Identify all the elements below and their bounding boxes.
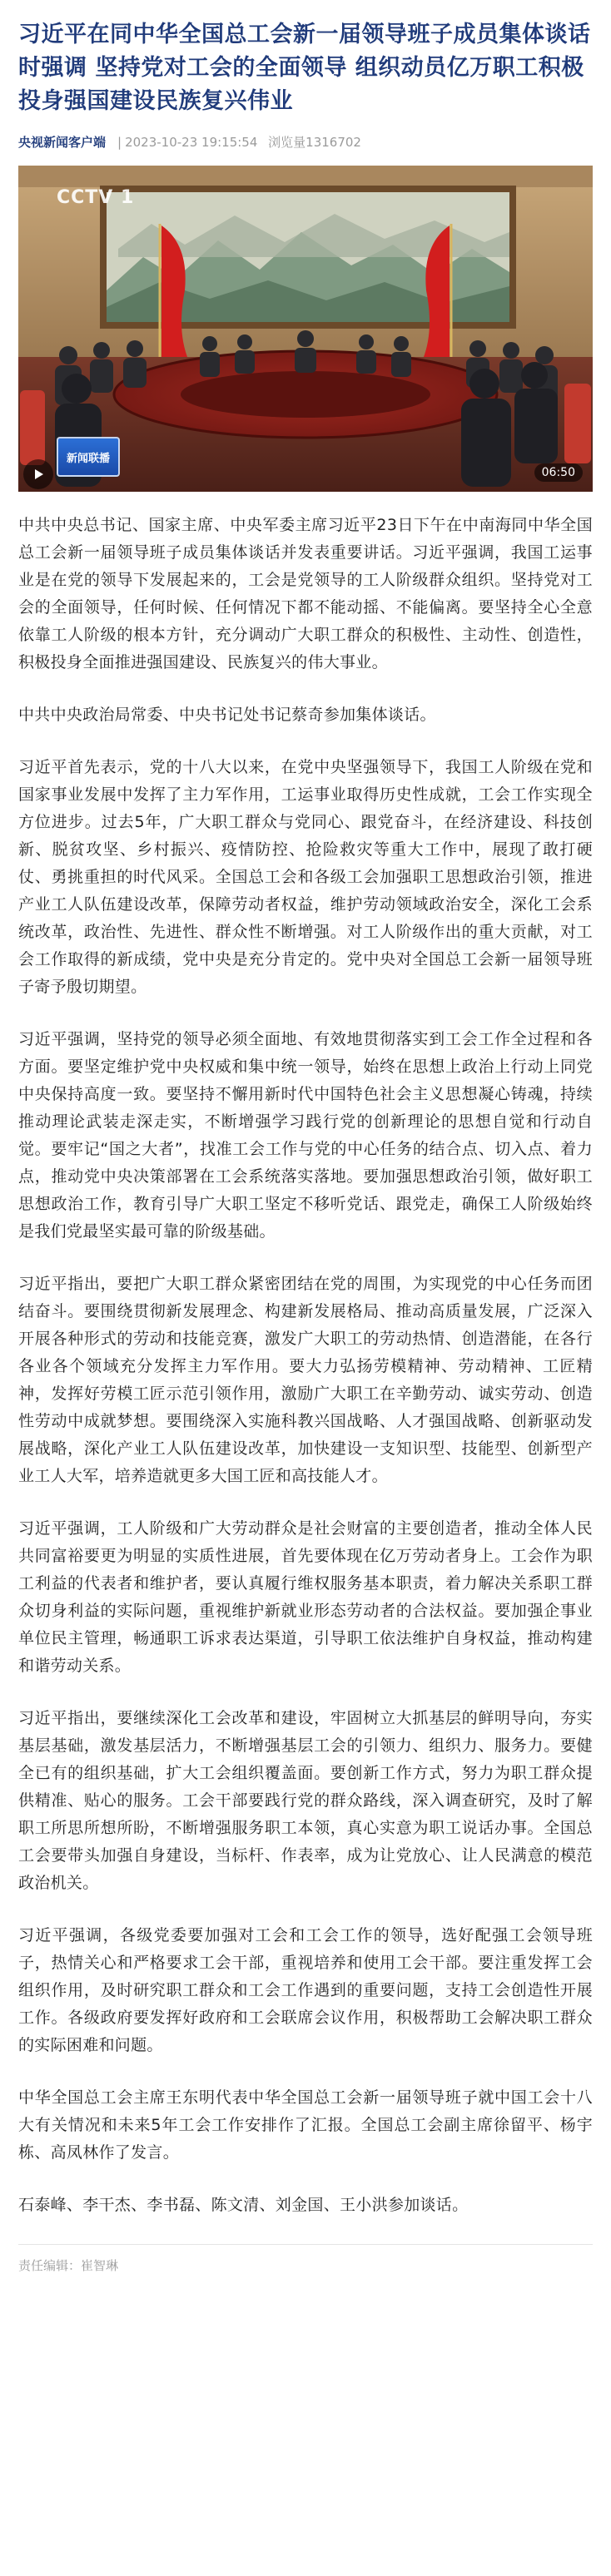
article-paragraph: 习近平强调，工人阶级和广大劳动群众是社会财富的主要创造者，推动全体人民共同富裕要更为明显的实质性进展，首先要体现在亿万劳动者身上。工会作为职工利益的代表者和维护者，要认真履行维权服务基本职责，着力解决关系职工群众切身利益的实际问题，重视维护新就业形态劳动者的合法权益。要加强企事业单位民主管理，畅通职工诉求表达渠道，引导职工依法维护自身权益，推动构建和谐劳动关系。 bbox=[18, 1519, 593, 1675]
article-paragraph: 石泰峰、李干杰、李书磊、陈文清、刘金国、王小洪参加谈话。 bbox=[18, 2196, 469, 2214]
article-meta bbox=[0, 118, 611, 166]
publish-date: 2023-10-23 19:15:54 bbox=[125, 135, 258, 150]
play-icon bbox=[32, 468, 45, 481]
article-paragraph: 中共中央政治局常委、中央书记处书记蔡奇参加集体谈话。 bbox=[18, 706, 436, 724]
responsible-editor: 责任编辑：崔智琳 bbox=[18, 2244, 593, 2287]
article-paragraph: 中共中央总书记、国家主席、中央军委主席习近平23日下午在中南海同中华全国总工会新一届领导班子成员集体谈话并发表重要讲话。习近平强调，我国工运事业是在党的领导下发展起来的，工会是党领导的工人阶级群众组织。坚持党对工会的全面领导，任何时候、任何情况下都不能动摇、不能偏离。要坚持全心全意依靠工人阶级的根本方针，充分调动广大职工群众的积极性、主动性、创造性，积极投身全面推进强国建设、民族复兴的伟大事业。 bbox=[18, 516, 593, 671]
channel-logo: CCTV 1 bbox=[57, 187, 135, 208]
meta-separator: | bbox=[117, 135, 122, 150]
video-player[interactable] bbox=[18, 166, 593, 492]
article-paragraph: 中华全国总工会主席王东明代表中华全国总工会新一届领导班子就中国工会十八大有关情况和未来5年工会工作安排作了汇报。全国总工会副主席徐留平、杨宇栋、高凤林作了发言。 bbox=[18, 2088, 593, 2162]
article-paragraph: 习近平强调，各级党委要加强对工会和工会工作的领导，选好配强工会领导班子，热情关心和严格要求工会干部，重视培养和使用工会干部。要注重发挥工会组织作用，及时研究职工群众和工会工作遇到的重要问题，支持工会创造性开展工作。各级政府要发挥好政府和工会联席会议作用，积极帮助工会解决职工群众的实际困难和问题。 bbox=[18, 1926, 593, 2054]
play-button[interactable] bbox=[23, 459, 53, 489]
article-body bbox=[0, 492, 611, 2219]
view-count: 浏览量1316702 bbox=[268, 135, 361, 150]
table-center bbox=[181, 371, 430, 418]
article-paragraph: 习近平强调，坚持党的领导必须全面地、有效地贯彻落实到工会工作全过程和各方面。要坚定维护党中央权威和集中统一领导，始终在思想上政治上行动上同党中央保持高度一致。要坚持不懈用新时代中国特色社会主义思想凝心铸魂，持续推动理论武装走深走实，不断增强学习践行党的创新理论的思想自觉和行动自觉。要牢记“国之大者”，找准工会工作与党的中心任务的结合点、切入点、着力点，推动党中央决策部署在工会系统落实落地。要加强思想政治引领，做好职工思想政治工作，教育引导广大职工坚定不移听党话、跟党走，确保工人阶级始终是我们党最坚实最可靠的阶级基础。 bbox=[18, 1030, 593, 1241]
article-paragraph: 习近平指出，要把广大职工群众紧密团结在党的周围，为实现党的中心任务而团结奋斗。要围绕贯彻新发展理念、构建新发展格局、推动高质量发展，广泛深入开展各种形式的劳动和技能竞赛，激发广大职工的劳动热情、创造潜能，在各行各业各个领域充分发挥主力军作用。要大力弘扬劳模精神、劳动精神、工匠精神，发挥好劳模工匠示范引领作用，激励广大职工在辛勤劳动、诚实劳动、创造性劳动中成就梦想。要围绕深入实施科教兴国战略、人才强国战略、创新驱动发展战略，深化产业工人队伍建设改革，加快建设一支知识型、技能型、创新型产业工人大军，培养造就更多大国工匠和高技能人才。 bbox=[18, 1275, 593, 1485]
article-title: 习近平在同中华全国总工会新一届领导班子成员集体谈话时强调 坚持党对工会的全面领导 组织动员亿万职工积极投身强国建设民族复兴伟业 bbox=[18, 22, 591, 114]
article-paragraph: 习近平指出，要继续深化工会改革和建设，牢固树立大抓基层的鲜明导向，夯实基层基础，激发基层活力，不断增强基层工会的引领力、组织力、服务力。要健全已有的组织基础，扩大工会组织覆盖面。要创新工作方式，努力为职工群众提供精准、贴心的服务。工会干部要践行党的群众路线，深入调查研究，及时了解职工所思所想所盼，不断增强服务职工本领，真心实意为职工说话办事。全国总工会要带头加强自身建设，当标杆、作表率，成为让党放心、让人民满意的模范政治机关。 bbox=[18, 1709, 593, 1892]
article-paragraph: 习近平首先表示，党的十八大以来，在党中央坚强领导下，我国工人阶级在党和国家事业发展中发挥了主力军作用，工运事业取得历史性成就，工会工作实现全方位进步。过去5年，广大职工群众与党同心、跟党奋斗，在经济建设、科技创新、脱贫攻坚、乡村振兴、疫情防控、抢险救灾等重大工作中，展现了敢打硬仗、勇挑重担的时代风采。全国总工会和各级工会加强职工思想政治引领，推进产业工人队伍建设改革，保障劳动者权益，维护劳动领域政治安全，深化工会系统改革，政治性、先进性、群众性不断增强。对工人阶级作出的重大贡献，对工会工作取得的新成绩，党中央是充分肯定的。党中央对全国总工会新一届领导班子寄予殷切期望。 bbox=[18, 758, 593, 996]
program-logo: 新闻联播 bbox=[57, 437, 120, 477]
article-source[interactable]: 央视新闻客户端 bbox=[18, 135, 107, 150]
wall-panel bbox=[18, 166, 593, 187]
video-duration: 06:50 bbox=[534, 463, 583, 482]
